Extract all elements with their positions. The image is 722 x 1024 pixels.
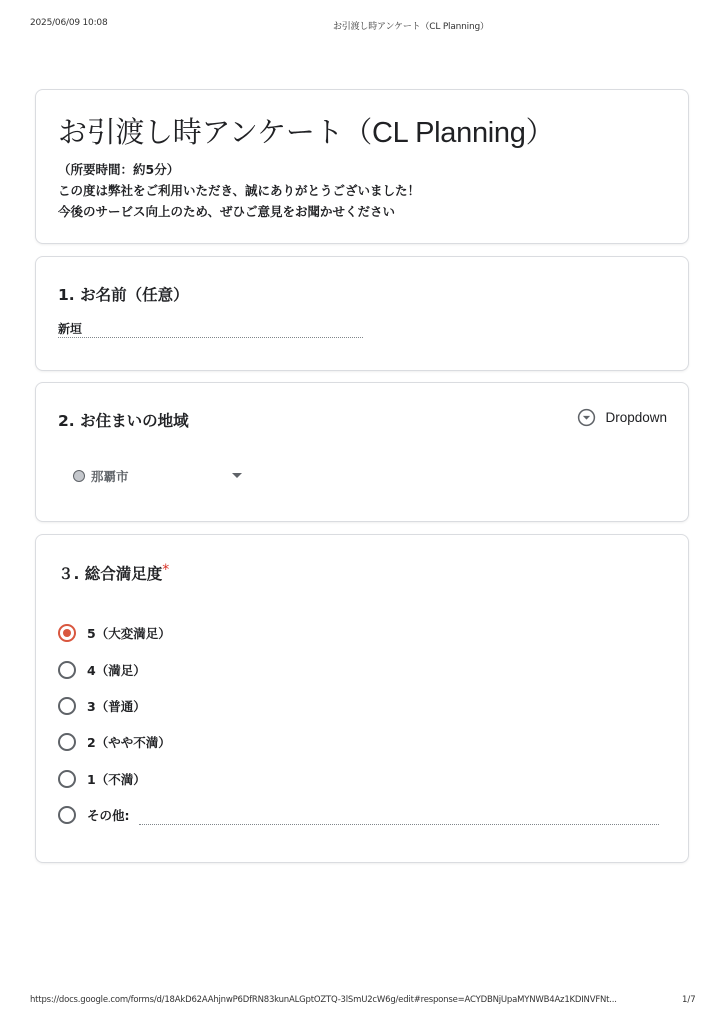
question-card-region: [35, 382, 689, 522]
form-description-line: （所要時間：約5分）: [58, 162, 180, 177]
radio-option-4[interactable]: [58, 651, 666, 687]
form-description-line: この度は弊社をご利用いただき、誠にありがとうございました！: [58, 183, 421, 198]
form-header-card: [35, 89, 689, 244]
radio-button[interactable]: [58, 697, 76, 715]
question-title: [58, 562, 169, 584]
dropdown-option-indicator: [73, 470, 85, 482]
radio-button[interactable]: [58, 770, 76, 788]
required-star: *: [162, 562, 170, 578]
form-title: お引渡し時アンケート（CL Planning）: [58, 117, 555, 149]
radio-option-2[interactable]: [58, 724, 666, 760]
radio-button[interactable]: [58, 806, 76, 824]
radio-option-5[interactable]: [58, 615, 666, 651]
region-dropdown-value: 那覇市: [91, 469, 129, 484]
print-page-number: 1/7: [682, 995, 696, 1005]
question-title-text: ３. 総合満足度: [58, 565, 163, 583]
question-type-label: Dropdown: [605, 410, 667, 425]
name-answer-field[interactable]: 新垣: [58, 320, 363, 338]
print-document-title: お引渡し時アンケート（CL Planning）: [333, 22, 489, 32]
radio-option-label: 1（不満）: [87, 771, 146, 787]
other-text-field[interactable]: [139, 824, 659, 825]
region-dropdown[interactable]: [73, 465, 243, 487]
form-description: [58, 159, 420, 222]
triangle-down-icon[interactable]: [232, 473, 242, 478]
radio-option-label: 3（普通）: [87, 698, 146, 714]
print-url: https://docs.google.com/forms/d/18AkD62AAhjnwP6DfRN83kunALGptOZTQ-3lSmU2cW6g/edit#response=ACYDBNjUpaMYNWB4Az1KDINVFNt...: [30, 995, 617, 1005]
dropdown-circle-icon: [577, 408, 596, 427]
question-title: 1. お名前（任意）: [58, 286, 189, 304]
satisfaction-options: [58, 615, 666, 833]
question-title: 2. お住まいの地域: [58, 412, 189, 430]
radio-button[interactable]: [58, 733, 76, 751]
radio-option-1[interactable]: [58, 761, 666, 797]
radio-button[interactable]: [58, 661, 76, 679]
radio-option-label: 2（やや不満）: [87, 735, 171, 751]
radio-option-other[interactable]: [58, 797, 666, 833]
radio-option-label: その他:: [87, 808, 130, 824]
question-card-name: [35, 256, 689, 371]
radio-option-3[interactable]: [58, 688, 666, 724]
radio-button-checked[interactable]: [58, 624, 76, 642]
radio-option-label: 5（大変満足）: [87, 626, 171, 642]
radio-option-label: 4（満足）: [87, 662, 146, 678]
question-card-satisfaction: [35, 534, 689, 863]
print-datetime: 2025/06/09 10:08: [30, 18, 108, 28]
question-type-indicator: [577, 408, 667, 427]
form-description-line: 今後のサービス向上のため、ぜひご意見をお聞かせください: [58, 204, 396, 219]
